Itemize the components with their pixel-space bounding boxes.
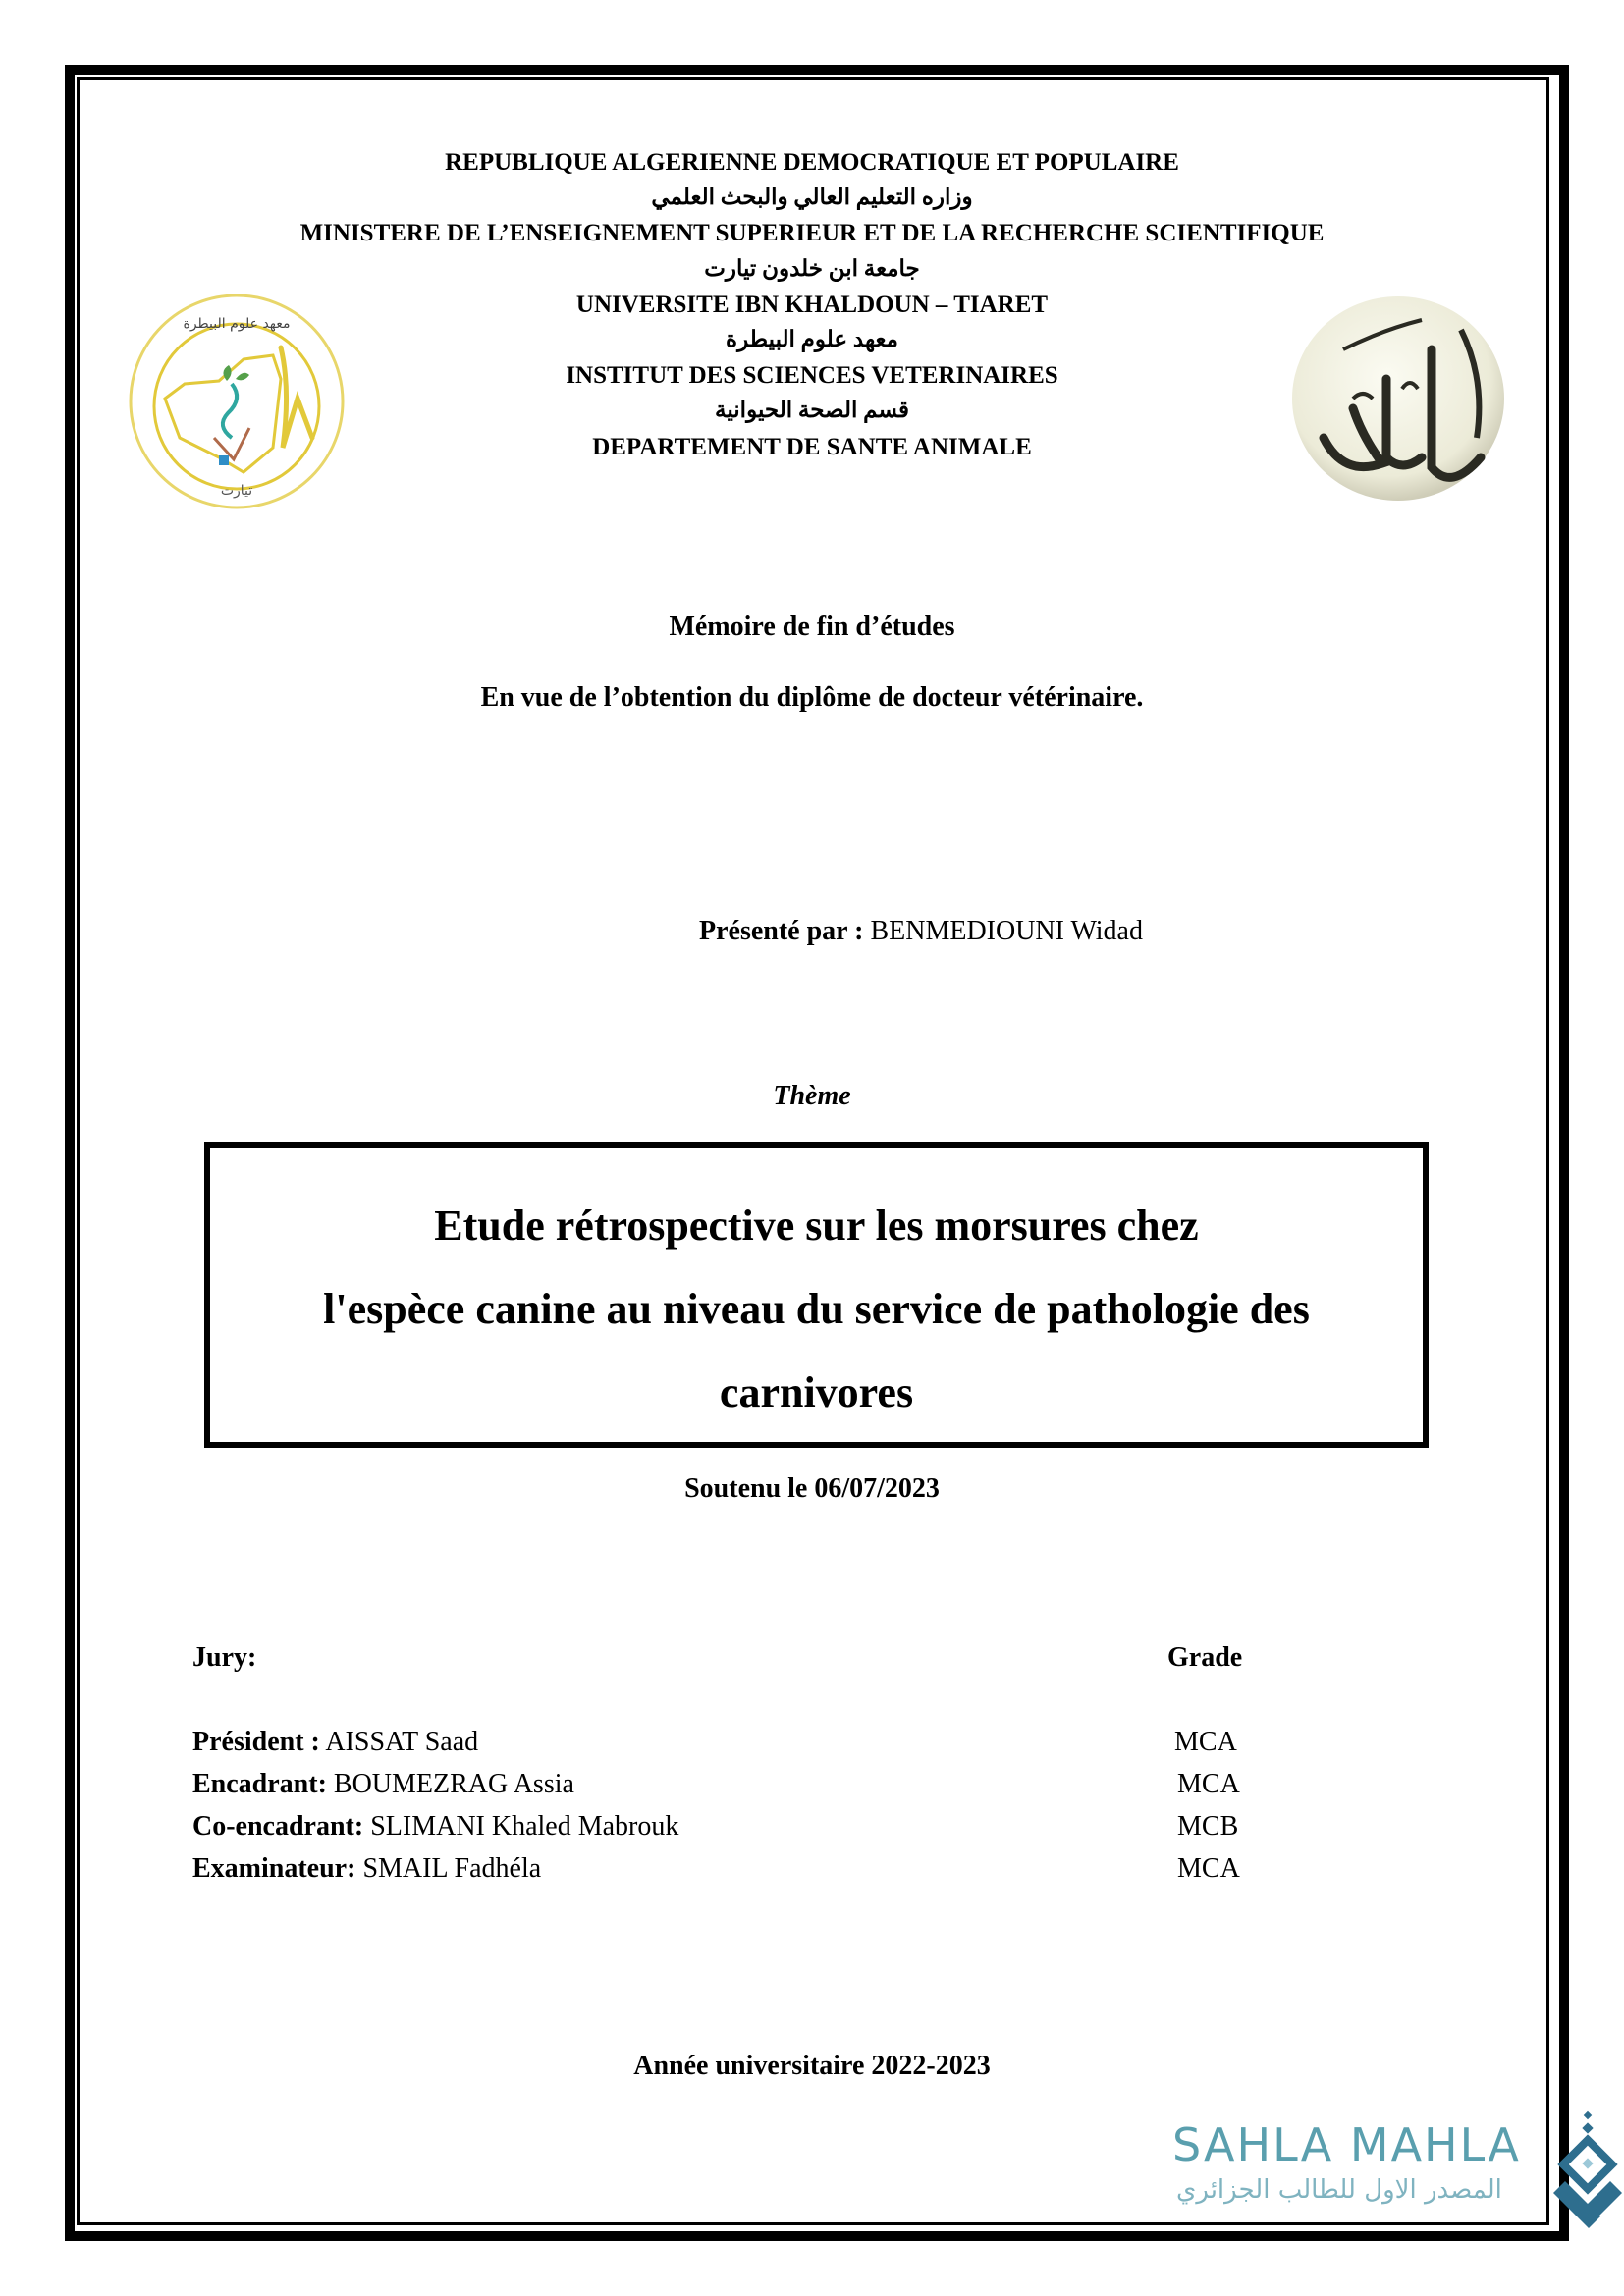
watermark-brand: SAHLA MAHLA <box>1172 2118 1521 2171</box>
thesis-title-line-3: carnivores <box>719 1368 914 1416</box>
jury-grade: MCA <box>1177 1853 1240 1884</box>
header-university-arabic: جامعة ابن خلدون تيارت <box>704 256 920 281</box>
svg-text:معهد علوم البيطرة: معهد علوم البيطرة <box>183 316 291 332</box>
thesis-title-box <box>204 1142 1429 1448</box>
jury-heading: Jury: <box>192 1642 257 1673</box>
theme-label: Thème <box>773 1081 851 1111</box>
thesis-title-line-1: Etude rétrospective sur les morsures chez <box>434 1201 1199 1250</box>
jury-member-president <box>192 1726 478 1759</box>
presented-by-label: Présenté par : <box>699 916 864 946</box>
presented-by-name: BENMEDIOUNI Widad <box>870 916 1143 946</box>
sahla-mahla-watermark <box>1168 2110 1624 2238</box>
defense-date: Soutenu le 06/07/2023 <box>684 1473 940 1504</box>
header-ministry-arabic: وزاره التعليم العالي والبحث العلمي <box>651 185 973 209</box>
header-university: UNIVERSITE IBN KHALDOUN – TIARET <box>575 292 1049 318</box>
header-department: DEPARTEMENT DE SANTE ANIMALE <box>592 434 1032 460</box>
jury-role: Co-encadrant: <box>192 1811 364 1842</box>
header-ministry: MINISTERE DE L’ENSEIGNEMENT SUPERIEUR ET DE LA RECHERCHE SCIENTIFIQUE <box>299 220 1325 246</box>
jury-role: Encadrant: <box>192 1769 327 1799</box>
jury-label <box>192 1641 256 1675</box>
jury-role: Président : <box>192 1727 320 1757</box>
memoire-title: Mémoire de fin d’études <box>669 612 955 642</box>
jury-grade: MCB <box>1177 1811 1239 1842</box>
header-department-arabic: قسم الصحة الحيوانية <box>715 398 909 422</box>
academic-year: Année universitaire 2022-2023 <box>633 2051 991 2081</box>
watermark-tagline: المصدر الاول للطالب الجزائري <box>1176 2175 1502 2205</box>
university-seal-icon <box>1284 291 1508 505</box>
jury-member-encadrant <box>192 1768 574 1801</box>
jury-name: SLIMANI Khaled Mabrouk <box>370 1811 679 1842</box>
jury-grade: MCA <box>1174 1727 1237 1757</box>
jury-name: SMAIL Fadhéla <box>362 1853 542 1884</box>
header-republic: REPUBLIQUE ALGERIENNE DEMOCRATIQUE ET POPULAIRE <box>445 149 1179 176</box>
jury-name: BOUMEZRAG Assia <box>333 1769 574 1799</box>
jury-name: AISSAT Saad <box>325 1727 479 1757</box>
thesis-title-line-2: l'espèce canine au niveau du service de pathologie des <box>323 1285 1310 1333</box>
header-institute: INSTITUT DES SCIENCES VETERINAIRES <box>566 362 1058 389</box>
svg-text:تيارت: تيارت <box>220 483 253 499</box>
jury-member-examinateur <box>192 1852 541 1886</box>
jury-grade: MCA <box>1177 1769 1240 1799</box>
presented-by <box>699 915 1143 948</box>
institute-logo-icon <box>126 291 348 512</box>
header-institute-arabic: معهد علوم البيطرة <box>726 327 898 351</box>
jury-member-co-encadrant <box>192 1810 678 1843</box>
sahla-mahla-logo-icon <box>1551 2110 1624 2238</box>
jury-role: Examinateur: <box>192 1853 356 1884</box>
memoire-subtitle: En vue de l’obtention du diplôme de docteur vétérinaire. <box>480 682 1144 713</box>
grade-heading: Grade <box>1167 1642 1243 1673</box>
